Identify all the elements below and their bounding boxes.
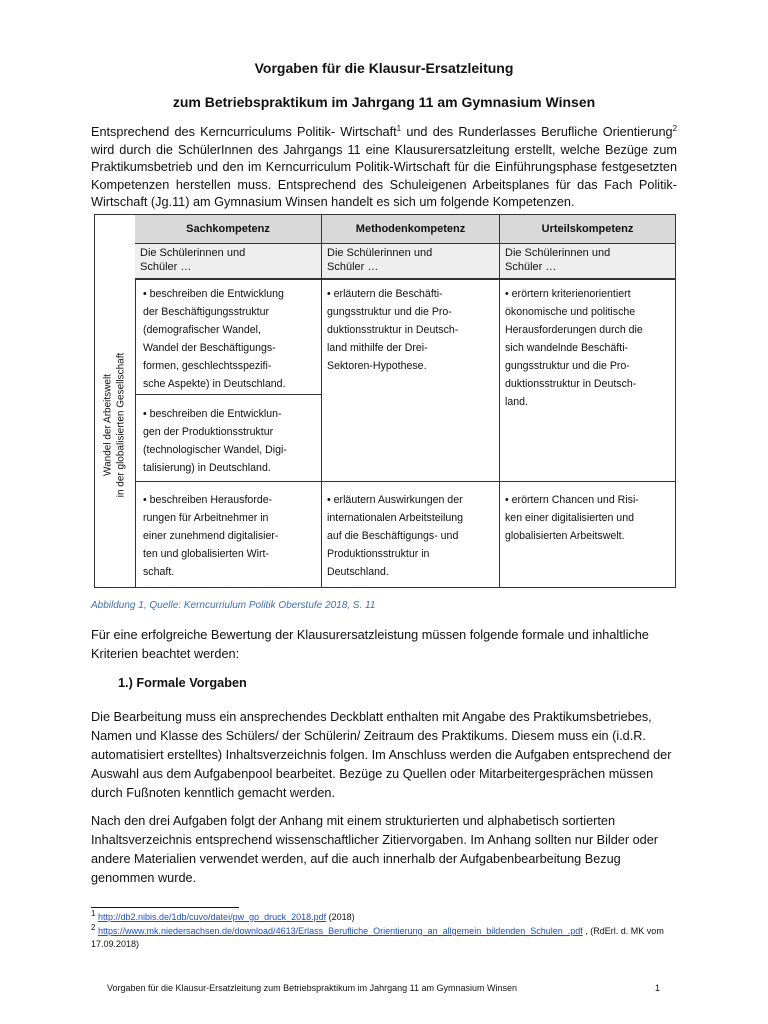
column-divider <box>499 215 500 587</box>
subheader-methoden: Die Schülerinnen und Schüler … <box>327 247 433 273</box>
table-subheader-row <box>135 244 675 280</box>
page-number: 1 <box>655 983 661 993</box>
table-header-row <box>135 215 675 244</box>
footnote-link-1[interactable]: http://db2.nibis.de/1db/cuvo/datei/pw_go_druck_2018.pdf <box>97 912 327 922</box>
footnote-ref-2[interactable]: 2 <box>672 123 678 133</box>
footnote-text-2: , (RdErl. d. MK vom 17.09.2018) <box>91 926 664 949</box>
subheader-sach: Die Schülerinnen und Schüler … <box>140 247 246 273</box>
footnote-1 <box>91 911 681 924</box>
intro-text-1: Entsprechend des Kerncurriculums Politik- Wirtschaft <box>91 125 397 139</box>
header-methodenkompetenz: Methodenkompetenz <box>355 223 466 235</box>
methoden-cell-1: • erläutern die Beschäfti- gungsstruktur und die Pro- duktionsstruktur in Deutsch- land mithilfe der Drei- Sektoren-Hypothese. <box>327 288 459 372</box>
sach-cell-1: • beschreiben die Entwicklung der Beschäftigungsstruktur (demografischer Wandel, Wandel der Beschäftigungs- formen, geschlechtsspezifi- sche Aspekte) in Deutschland. <box>143 288 286 390</box>
urteil-cell-2: • erörtern Chancen und Risi- ken einer digitalisierten und globalisierten Arbeitswelt. <box>505 494 639 542</box>
table-side-label <box>95 215 136 587</box>
subheader-urteil: Die Schülerinnen und Schüler … <box>505 247 611 273</box>
intro-text-3: wird durch die SchülerInnen des Jahrgangs 11 eine Klausurersatzleitung erstellt, welche Bezüge zum Praktikumsbetrieb und den im Kerncurriculum Politik-Wirtschaft für die Einführungsphase festgesetzten Kompetenzen herstellen muss. Entsprechend des Schuleigenen Arbeitsplanes für das Fach Politik-Wirtschaft (Jg.11) am Gymnasium Winsen handelt es sich um folgende Kompetenzen. <box>91 142 677 209</box>
section-heading-formal: 1.) Formale Vorgaben <box>118 676 247 690</box>
footnote-2 <box>91 925 681 951</box>
column-divider <box>321 215 322 587</box>
row-divider <box>135 481 675 482</box>
header-sachkompetenz: Sachkompetenz <box>186 223 270 235</box>
footnote-number-1: 1 <box>91 909 96 918</box>
sach-cell-3: • beschreiben Herausforde- rungen für Arbeitnehmer in einer zunehmend digitalisier- ten und globalisierten Wirt- schaft. <box>143 494 279 578</box>
footnote-number-2: 2 <box>91 923 96 932</box>
row-divider <box>135 394 321 395</box>
footnote-ref-1[interactable]: 1 <box>396 123 402 133</box>
annex-paragraph: Nach den drei Aufgaben folgt der Anhang mit einem strukturierten und alphabetisch sortierten Inhaltsverzeichnis entsprechend wissenschaftlicher Zitiervorgaben. Im Anhang sollten nur Bilder oder andere Materialien verwendet werden, auf die auch innerhalb der Aufgabenbearbeitung Bezug genommen wurde. <box>91 814 659 885</box>
figure-caption: Abbildung 1, Quelle: Kerncurriulum Politik Oberstufe 2018, S. 11 <box>91 600 376 611</box>
footnote-separator <box>91 907 239 908</box>
formal-paragraph: Die Bearbeitung muss ein ansprechendes Deckblatt enthalten mit Angabe des Praktikumsbetriebes, Namen und Klasse des Schülers/ der Schülerin/ Zeitraum des Praktikums. Diesem muss ein (i.d.R. automatisiert erstelltes) Inhaltsverzeichnis folgen. Im Anschluss werden die Aufgaben entsprechend der Auswahl aus dem Aufgabenpool bearbeitet. Bezüge zu Quellen oder Mitarbeitergesprächen müssen durch Fußnoten kenntlich gemacht werden. <box>91 710 672 800</box>
sach-cell-2: • beschreiben die Entwicklun- gen der Produktionsstruktur (technologischer Wandel, Digi- talisierung) in Deutschland. <box>143 408 287 474</box>
document-subtitle: zum Betriebspraktikum im Jahrgang 11 am Gymnasium Winsen <box>172 94 596 110</box>
urteil-cell-1: • erörtern kriterienorientiert ökonomische und politische Herausforderungen durch die sich wandelnde Beschäfti- gungsstruktur und die Pro- duktionsstruktur in Deutsch- land. <box>505 288 643 408</box>
document-title: Vorgaben für die Klausur-Ersatzleitung <box>254 60 514 76</box>
page-footer: Vorgaben für die Klausur-Ersatzleitung zum Betriebspraktikum im Jahrgang 11 am Gymnasium Winsen <box>107 983 518 993</box>
header-urteilskompetenz: Urteilskompetenz <box>541 223 634 235</box>
competency-table <box>94 214 676 588</box>
intro-paragraph <box>91 124 677 212</box>
intro-text-2: und des Runderlasses Berufliche Orientierung <box>401 125 673 139</box>
footnote-link-2[interactable]: https://www.mk.niedersachsen.de/download/4613/Erlass_Berufliche_Orientierung_an_allgemein_bildenden_Schulen_.pdf <box>97 926 583 936</box>
criteria-paragraph: Für eine erfolgreiche Bewertung der Klausurersatzleistung müssen folgende formale und inhaltliche Kriterien beachtet werden: <box>91 628 649 661</box>
methoden-cell-2: • erläutern Auswirkungen der internationalen Arbeitsteilung auf die Beschäftigungs- und Produktionsstruktur in Deutschland. <box>327 494 464 578</box>
footnote-text-1: (2018) <box>326 912 355 922</box>
side-label-text: Wandel der Arbeitswelt in der globalisierten Gesellschaft <box>102 352 126 498</box>
